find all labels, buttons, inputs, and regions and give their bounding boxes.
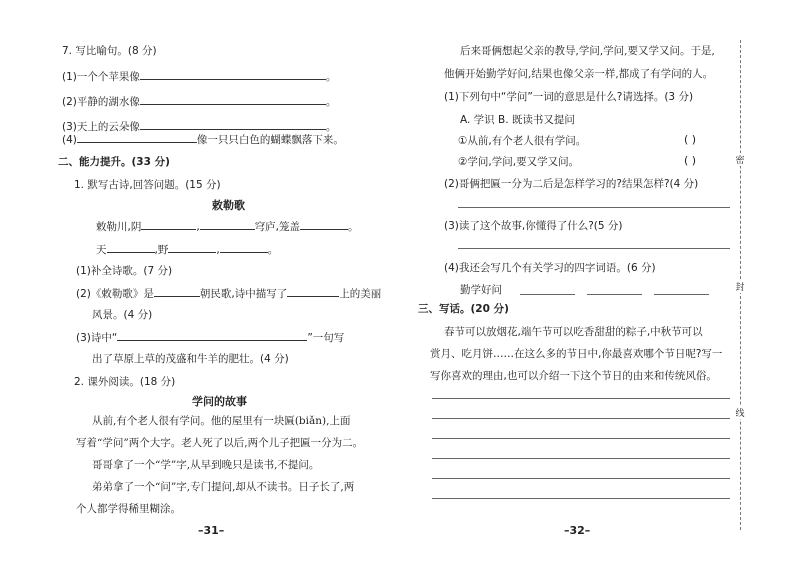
binding-mark-xian: 线: [735, 406, 745, 419]
q2-title: 2. 课外阅读。(18 分): [74, 376, 176, 388]
poem-blank-2[interactable]: [200, 219, 255, 230]
story-para-2: 哥哥拿了一个“学”字,从早到晚只是读书,不提问。: [92, 459, 320, 471]
q2-choice-1: ①从前,有个老人很有学问。: [458, 135, 587, 147]
writing-line-5[interactable]: [432, 478, 730, 479]
q1-sub-2: [76, 286, 381, 301]
poem-line-1-seg-3: 穹庐,笼盖: [254, 221, 301, 233]
q2-sub-3: (3)读了这个故事,你懂得了什么?(5 分): [444, 220, 623, 232]
q1-title: 1. 默写古诗,回答问题。(15 分): [74, 179, 221, 191]
story-para-3b: 个人都学得稀里糊涂。: [76, 503, 181, 515]
writing-line-1[interactable]: [432, 398, 730, 399]
poem-line-1-seg-1: 敕勒川,阴: [96, 221, 142, 233]
writing-line-4[interactable]: [432, 458, 730, 459]
section-2-heading: 二、能力提升。(33 分): [58, 156, 170, 168]
q2-sub-4-example: 勤学好问: [460, 284, 502, 296]
q2-sub-3-answer-line[interactable]: [458, 248, 730, 249]
poem-blank-1[interactable]: [141, 219, 196, 230]
q1-sub-3: [76, 330, 344, 345]
section-3-heading: 三、写话。(20 分): [418, 303, 509, 315]
poem-blank-3[interactable]: [300, 219, 348, 230]
poem-blank-6[interactable]: [220, 242, 268, 253]
q1-sub-3-b: ”一句写: [307, 332, 345, 344]
poem-line-2-seg-3: ,: [216, 244, 220, 256]
q7-item-3-end: 。: [325, 121, 337, 133]
story-para-1b: 写着“学问”两个大字。老人死了以后,两个儿子把匾一分为二。: [76, 437, 364, 449]
story-cont-b: 他俩开始勤学好问,结果也像父亲一样,都成了有学问的人。: [444, 68, 714, 80]
writing-line-2[interactable]: [432, 418, 730, 419]
q7-title: 7. 写比喻句。(8 分): [62, 45, 157, 57]
q1-sub-2-blank-1[interactable]: [154, 286, 200, 297]
q2-sub-4-blank-1[interactable]: [520, 294, 575, 295]
writing-prompt-a: 春节可以放烟花,端午节可以吃香甜甜的粽子,中秋节可以: [444, 326, 703, 338]
story-para-3a: 弟弟拿了一个“问”字,专门提问,却从不读书。日子长了,两: [92, 481, 355, 493]
page-number-32: –32–: [564, 524, 591, 537]
poem-blank-5[interactable]: [168, 242, 216, 253]
q1-sub-2-c: 上的美丽: [339, 288, 382, 300]
q7-item-2-label: (2)平静的湖水像: [62, 96, 140, 108]
q2-sub-2: (2)哥俩把匾一分为二后是怎样学习的?结果怎样?(4 分): [444, 178, 699, 190]
q7-item-3-blank[interactable]: [140, 119, 326, 130]
page-number-31: –31–: [198, 524, 225, 537]
q2-choice-2-answer[interactable]: ( ): [684, 154, 697, 167]
story-cont-a: 后来哥俩想起父亲的教导,学问,学问,要又学又问。于是,: [460, 45, 715, 57]
poem-title: 敕勒歌: [212, 199, 245, 212]
poem-line-2-seg-1: 天: [96, 244, 107, 256]
q1-sub-2-blank-2[interactable]: [287, 286, 339, 297]
q2-choice-2: ②学问,学问,要又学又问。: [458, 156, 580, 168]
poem-line-2-seg-2: ,野: [154, 244, 169, 256]
q7-item-4: [62, 132, 344, 147]
poem-line-2: [96, 242, 278, 257]
q2-sub-4-blank-3[interactable]: [654, 294, 709, 295]
poem-line-1-seg-4: 。: [348, 221, 359, 233]
q7-item-1-end: 。: [325, 71, 337, 83]
writing-prompt-c: 写你喜欢的理由,也可以介绍一下这个节日的由来和传统风俗。: [430, 370, 717, 382]
q7-item-4-blank[interactable]: [77, 132, 197, 143]
writing-line-6[interactable]: [432, 498, 730, 499]
story-para-1a: 从前,有个老人很有学问。他的屋里有一块匾(biǎn),上面: [92, 415, 351, 427]
q7-item-3-label: (3)天上的云朵像: [62, 121, 140, 133]
q7-item-2: [62, 94, 336, 109]
q7-item-2-end: 。: [325, 96, 337, 108]
poem-line-1-seg-2: ,: [196, 221, 200, 233]
q7-item-1: [62, 69, 336, 84]
poem-blank-4[interactable]: [107, 242, 155, 253]
writing-line-3[interactable]: [432, 438, 730, 439]
q2-sub-1-options: A. 学识 B. 既读书又提问: [460, 114, 575, 126]
poem-line-2-seg-4: 。: [267, 244, 279, 256]
binding-mark-mi: 密: [735, 153, 745, 166]
q7-item-1-blank[interactable]: [140, 69, 326, 80]
q1-sub-2-cont: 风景。(4 分): [92, 309, 153, 321]
q2-choice-1-answer[interactable]: ( ): [684, 133, 697, 146]
q7-item-4-label: (4): [62, 134, 77, 146]
q2-sub-2-answer-line[interactable]: [458, 207, 730, 208]
q7-item-2-blank[interactable]: [140, 94, 326, 105]
q2-sub-1: (1)下列句中“学问”一词的意思是什么?请选择。(3 分): [444, 91, 694, 103]
q1-sub-1: (1)补全诗歌。(7 分): [76, 265, 173, 277]
binding-mark-feng: 封: [735, 280, 745, 293]
writing-prompt-b: 赏月、吃月饼……在这么多的节日中,你最喜欢哪个节日呢?写一: [430, 348, 723, 360]
q1-sub-3-cont: 出了草原上草的茂盛和牛羊的肥壮。(4 分): [92, 353, 289, 365]
q1-sub-2-a: (2)《敕勒歌》是: [76, 288, 154, 300]
q1-sub-3-blank[interactable]: [117, 330, 307, 341]
q7-item-1-label: (1)一个个苹果像: [62, 71, 140, 83]
q1-sub-3-a: (3)诗中“: [76, 332, 118, 344]
poem-line-1: [96, 219, 359, 234]
q2-sub-4-blank-2[interactable]: [587, 294, 642, 295]
q7-item-4-tail: 像一只只白色的蝴蝶飘落下来。: [196, 134, 344, 146]
q2-sub-4: (4)我还会写几个有关学习的四字词语。(6 分): [444, 262, 656, 274]
q1-sub-2-b: 朝民歌,诗中描写了: [199, 288, 288, 300]
story-title: 学问的故事: [192, 395, 247, 408]
